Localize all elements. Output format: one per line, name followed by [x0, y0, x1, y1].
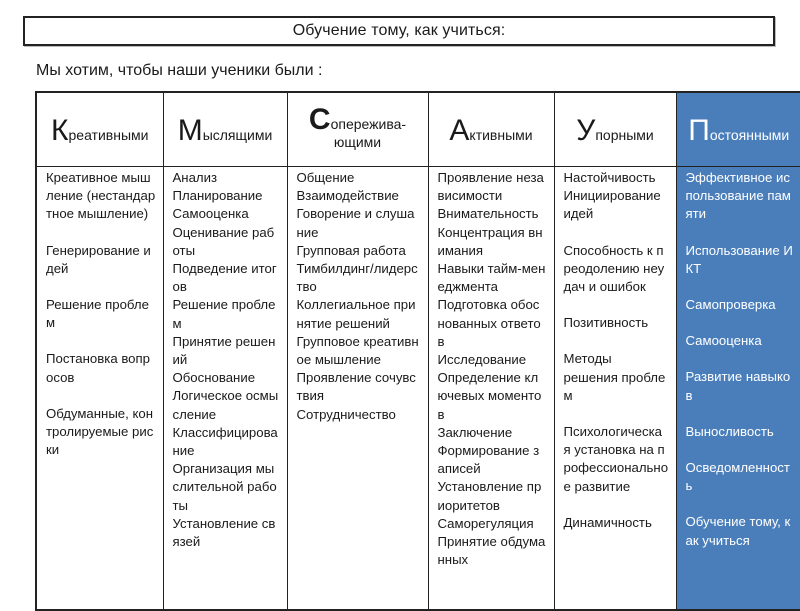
list-item: Коллегиальное принятие решений	[296, 297, 416, 331]
header-thinking	[163, 92, 287, 167]
list-item: Психологическая установка на профессиональное развитие	[563, 424, 669, 494]
header-initial: К	[51, 113, 69, 147]
list-item: Динамичность	[563, 514, 652, 530]
list-item: Классифицирование	[172, 424, 278, 459]
list-item: Планирование	[172, 188, 263, 204]
list-item: Концентрация внимания	[437, 224, 543, 258]
group-spacer	[686, 224, 795, 242]
header-rest: опережива-ющими	[330, 115, 407, 150]
list-item: Оценивание работы	[172, 224, 275, 258]
group-spacer	[686, 441, 795, 459]
list-item: Обучение тому, как учиться	[685, 514, 791, 548]
group-spacer	[564, 332, 669, 350]
list-item: решения проблем	[563, 369, 666, 403]
cell-persistent	[554, 167, 676, 611]
list-item: Осведомленность	[685, 460, 790, 494]
group-spacer	[46, 224, 156, 242]
list-item: Внимательность	[437, 206, 539, 222]
cell-thinking	[163, 167, 287, 611]
cell-empathetic	[287, 167, 428, 611]
list-item: Эффективное использование памяти	[685, 170, 791, 222]
list-item: Подготовка обоснованных ответов	[437, 297, 541, 349]
header-active	[428, 92, 554, 167]
header-creative	[36, 92, 163, 167]
list-item: Определение ключевых моментов	[437, 370, 542, 422]
list-item: Выносливость	[685, 423, 774, 439]
group-spacer	[564, 296, 669, 314]
list-item: Исследование	[437, 352, 527, 368]
list-item: Взаимодействие	[296, 188, 399, 204]
header-constant	[676, 92, 800, 167]
list-item: Постановка вопросов	[46, 351, 150, 385]
header-row	[36, 92, 800, 167]
list-item: Говорение и слушание	[296, 206, 415, 240]
list-item: Решение проблем	[172, 297, 276, 331]
header-initial: С	[308, 102, 331, 136]
list-item: Проявление независимости	[437, 170, 544, 204]
list-item: Тимбилдинг/лидерство	[296, 261, 418, 295]
list-item: Инициирование идей	[563, 188, 661, 222]
group-spacer	[686, 350, 795, 368]
group-spacer	[686, 495, 795, 513]
list-item: Групповая работа	[296, 242, 406, 258]
group-spacer	[686, 405, 795, 423]
cell-active	[428, 167, 554, 611]
list-item: Проявление сочувствия	[296, 370, 416, 404]
list-item: Подведение итогов	[172, 261, 277, 295]
header-initial: М	[177, 113, 203, 147]
header-initial: У	[576, 113, 596, 147]
list-item: Обоснование	[172, 370, 256, 386]
qualities-table	[35, 91, 800, 611]
list-item: Установление связей	[172, 515, 276, 550]
list-item: Логическое осмысление	[172, 388, 279, 422]
group-spacer	[46, 387, 156, 405]
list-item: Позитивность	[563, 315, 649, 331]
list-item: Самооценка	[685, 333, 762, 349]
group-spacer	[564, 496, 669, 514]
header-rest: порными	[595, 126, 654, 143]
list-item: Решение проблем	[46, 297, 149, 331]
group-spacer	[564, 224, 669, 242]
title-box	[23, 16, 775, 46]
list-item: Обдуманные, контролируемые риски	[46, 405, 154, 458]
list-item: Развитие навыков	[685, 369, 791, 403]
list-item: Принятие решений	[172, 333, 276, 368]
list-item: Групповое креативное мышление	[296, 333, 419, 368]
list-item: Сотрудничество	[296, 406, 396, 422]
list-item: Навыки тайм-менеджмента	[437, 261, 546, 295]
list-item: Самопроверка	[685, 297, 776, 313]
subtitle: Мы хотим, чтобы наши ученики были :	[36, 62, 323, 79]
header-initial: А	[449, 113, 470, 147]
list-item: Методы	[563, 351, 612, 367]
list-item: Генерирование идей	[46, 242, 151, 276]
header-empathetic	[287, 92, 428, 167]
header-initial: П	[688, 113, 710, 147]
list-item: Установление приоритетов	[437, 479, 542, 513]
group-spacer	[564, 405, 669, 423]
list-item: Самооценка	[172, 206, 249, 222]
list-item: Формирование записей	[437, 443, 540, 477]
content-row	[36, 167, 800, 611]
header-rest: ктивными	[469, 126, 533, 143]
cell-constant	[676, 167, 800, 611]
page-title: Обучение тому, как учиться:	[292, 22, 506, 39]
list-item: Общение	[296, 170, 355, 185]
group-spacer	[46, 278, 156, 296]
header-rest: ыслящими	[202, 126, 273, 143]
header-persistent	[554, 92, 676, 167]
list-item: Саморегуляция	[437, 515, 534, 531]
group-spacer	[46, 332, 156, 350]
list-item: Способность к преодолению неудач и ошибок	[563, 242, 665, 295]
list-item: Настойчивость	[563, 170, 656, 185]
list-item: Анализ	[172, 170, 218, 185]
group-spacer	[686, 278, 795, 296]
list-item: Организация мыслительной работы	[172, 461, 277, 513]
group-spacer	[686, 314, 795, 332]
header-rest: остоянными	[709, 126, 790, 143]
list-item: Использование ИКТ	[685, 242, 793, 276]
list-item: Креативное мышление (нестандартное мышление)	[46, 170, 156, 222]
list-item: Заключение	[437, 424, 513, 440]
list-item: Принятие обдуманных	[437, 534, 546, 568]
header-rest: реативными	[68, 126, 149, 143]
cell-creative	[36, 167, 163, 611]
